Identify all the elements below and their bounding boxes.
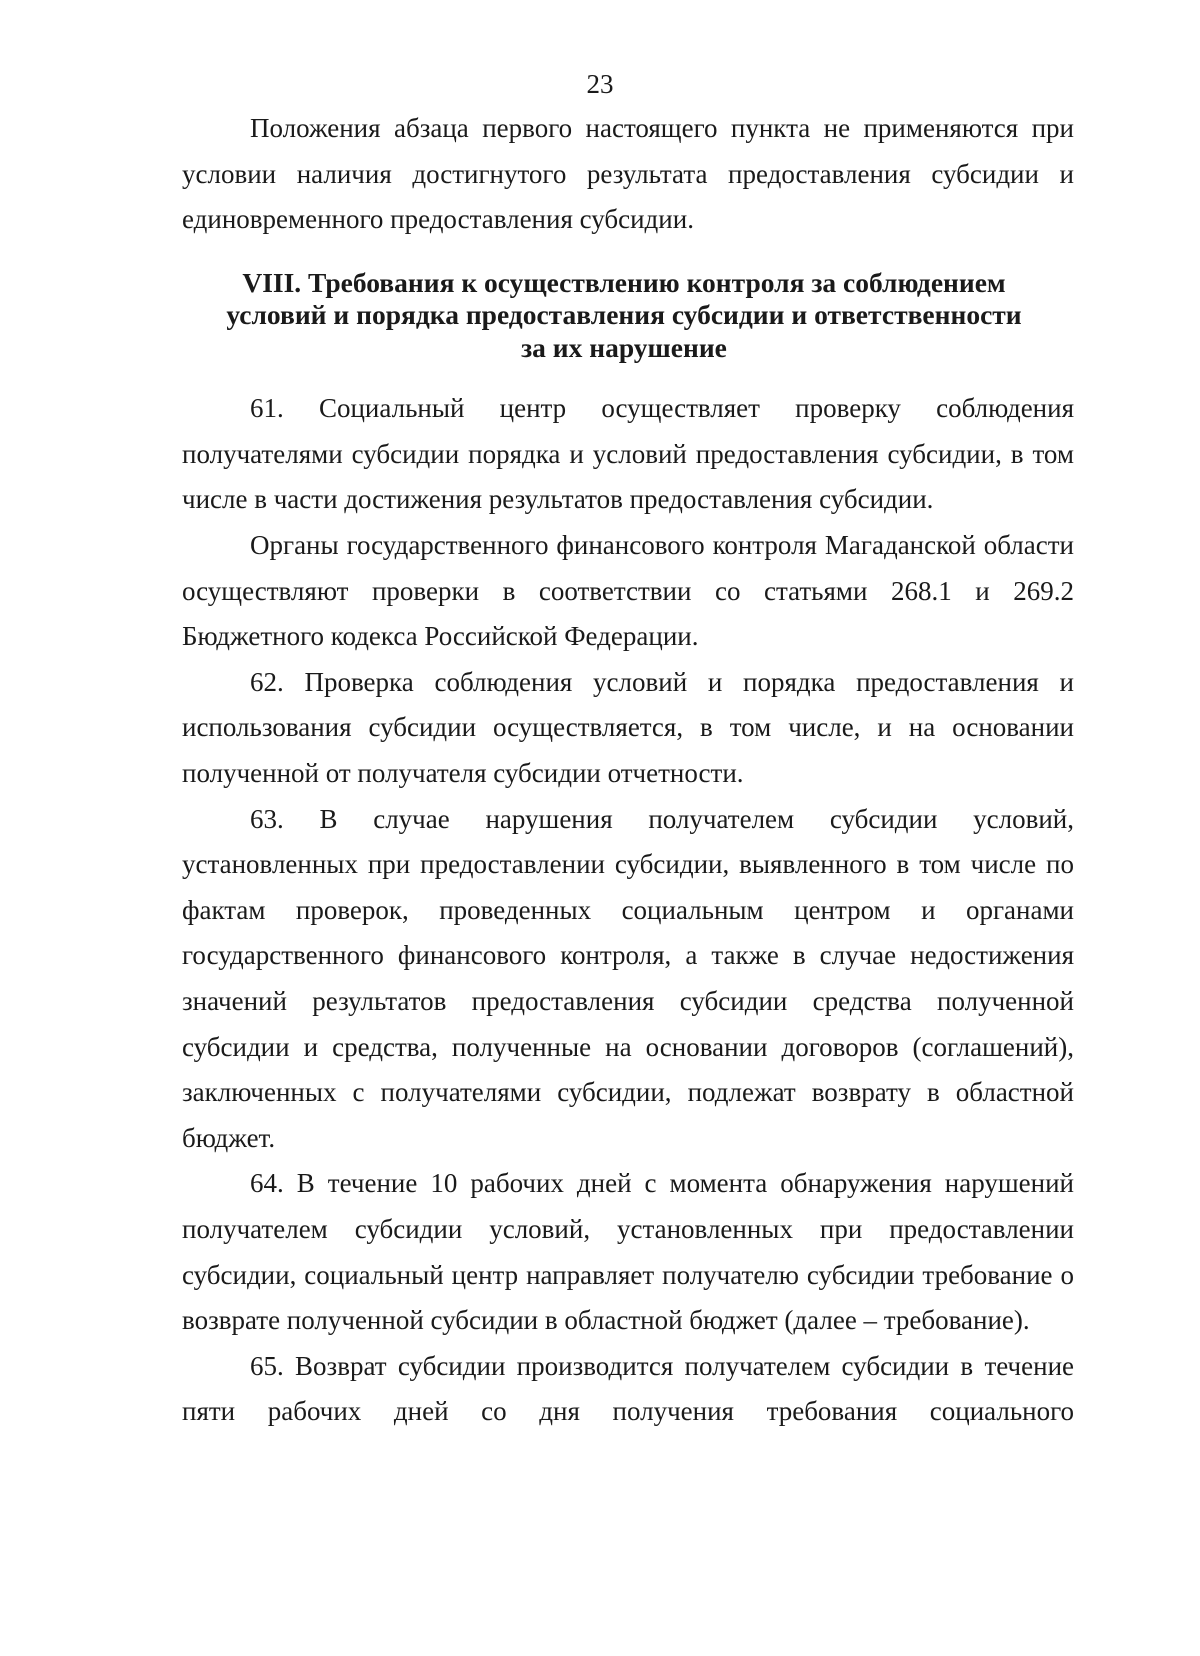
page-number: 23 xyxy=(586,69,614,99)
paragraph-62: 62. Проверка соблюдения условий и порядка предоставления и использования субсидии осуществляется, в том числе, и на основании полученной от получателя субсидии отчетности. xyxy=(182,666,1074,789)
paragraph-63: 63. В случае нарушения получателем субсидии условий, установленных при предоставлении субсидии, выявленного в том числе по фактам проверок, проведенных социальным центром и органами государственного финансового контроля, а также в случае недостижения значений результатов предоставления субсидии средства полученной субсидии и средства, полученные на основании договоров (соглашений), заключенных с получателями субсидии, подлежат возврату в областной бюджет. xyxy=(182,803,1074,1153)
intro-paragraph: Положения абзаца первого настоящего пункта не применяются при условии наличия достигнутого результата предоставления субсидии и единовременного предоставления субсидии. xyxy=(182,113,1074,235)
section-heading xyxy=(182,267,1066,365)
section-heading-line-1: VIII. Требования к осуществлению контроля за соблюдением xyxy=(242,266,1006,298)
paragraph-control-bodies: Органы государственного финансового контроля Магаданской области осуществляют проверки в соответствии со статьями 268.1 и 269.2 Бюджетного кодекса Российской Федерации. xyxy=(182,530,1074,652)
paragraph-64: 64. В течение 10 рабочих дней с момента обнаружения нарушений получателем субсидии условий, установленных при предоставлении субсидии, социальный центр направляет получателю субсидии требование о возврате полученной субсидии в областной бюджет (далее – требование). xyxy=(182,1168,1074,1336)
section-heading-line-2: условий и порядка предоставления субсидии и ответственности xyxy=(226,299,1022,331)
section-heading-line-3: за их нарушение xyxy=(521,331,727,363)
paragraph-65: 65. Возврат субсидии производится получателем субсидии в течение пяти рабочих дней со дня получения требования социального xyxy=(182,1350,1074,1427)
paragraph-61: 61. Социальный центр осуществляет проверку соблюдения получателями субсидии порядка и условий предоставления субсидии, в том числе в части достижения результатов предоставления субсидии. xyxy=(182,393,1074,515)
document-body xyxy=(182,106,1074,1435)
